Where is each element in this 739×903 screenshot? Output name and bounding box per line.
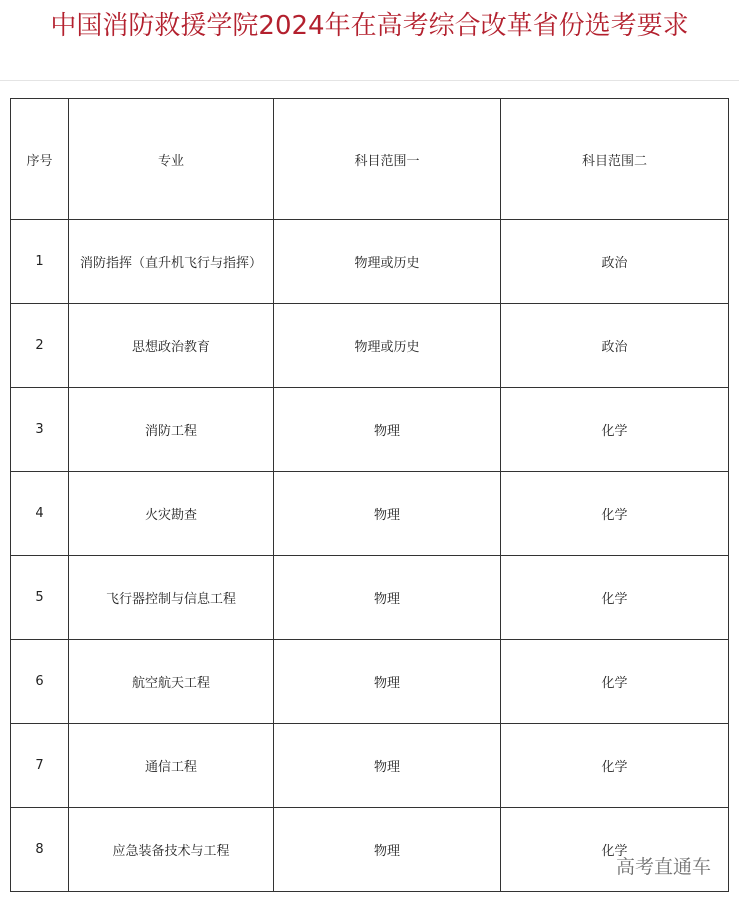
page-title: 中国消防救援学院2024年在高考综合改革省份选考要求 xyxy=(50,11,689,41)
cell-index: 7 xyxy=(11,724,69,808)
cell-subject-range-1: 物理 xyxy=(274,808,501,892)
cell-index: 3 xyxy=(11,388,69,472)
cell-major: 通信工程 xyxy=(69,724,274,808)
cell-subject-range-1: 物理 xyxy=(274,388,501,472)
watermark-text: 高考直通车 xyxy=(615,856,711,878)
table-row xyxy=(11,388,729,472)
cell-subject-range-1: 物理 xyxy=(274,556,501,640)
cell-index: 4 xyxy=(11,472,69,556)
header-cell-subject-range-1: 科目范围一 xyxy=(274,99,501,220)
cell-subject-range-2: 化学 xyxy=(501,808,729,892)
cell-subject-range-2: 政治 xyxy=(501,220,729,304)
cell-subject-range-1: 物理或历史 xyxy=(274,220,501,304)
cell-major: 火灾勘查 xyxy=(69,472,274,556)
cell-major: 航空航天工程 xyxy=(69,640,274,724)
cell-index: 5 xyxy=(11,556,69,640)
table-row xyxy=(11,220,729,304)
cell-index: 2 xyxy=(11,304,69,388)
table-row xyxy=(11,640,729,724)
cell-subject-range-2: 政治 xyxy=(501,304,729,388)
cell-subject-range-2: 化学 xyxy=(501,724,729,808)
table-row xyxy=(11,304,729,388)
header-cell-major: 专业 xyxy=(69,99,274,220)
cell-subject-range-1: 物理 xyxy=(274,640,501,724)
table-row xyxy=(11,556,729,640)
cell-subject-range-2: 化学 xyxy=(501,388,729,472)
header-cell-subject-range-2: 科目范围二 xyxy=(501,99,729,220)
cell-index: 8 xyxy=(11,808,69,892)
cell-major: 应急装备技术与工程 xyxy=(69,808,274,892)
table-row xyxy=(11,724,729,808)
cell-subject-range-1: 物理 xyxy=(274,472,501,556)
cell-index: 1 xyxy=(11,220,69,304)
cell-subject-range-1: 物理或历史 xyxy=(274,304,501,388)
cell-subject-range-2: 化学 xyxy=(501,472,729,556)
cell-subject-range-2: 化学 xyxy=(501,556,729,640)
header-cell-index: 序号 xyxy=(11,99,69,220)
cell-major: 消防工程 xyxy=(69,388,274,472)
cell-index: 6 xyxy=(11,640,69,724)
table-header-row xyxy=(11,99,729,220)
title-divider xyxy=(0,80,739,81)
cell-major: 飞行器控制与信息工程 xyxy=(69,556,274,640)
table-row xyxy=(11,472,729,556)
cell-subject-range-2: 化学 xyxy=(501,640,729,724)
cell-subject-range-1: 物理 xyxy=(274,724,501,808)
cell-major: 消防指挥（直升机飞行与指挥） xyxy=(69,220,274,304)
cell-major: 思想政治教育 xyxy=(69,304,274,388)
subject-requirements-table xyxy=(10,98,729,892)
